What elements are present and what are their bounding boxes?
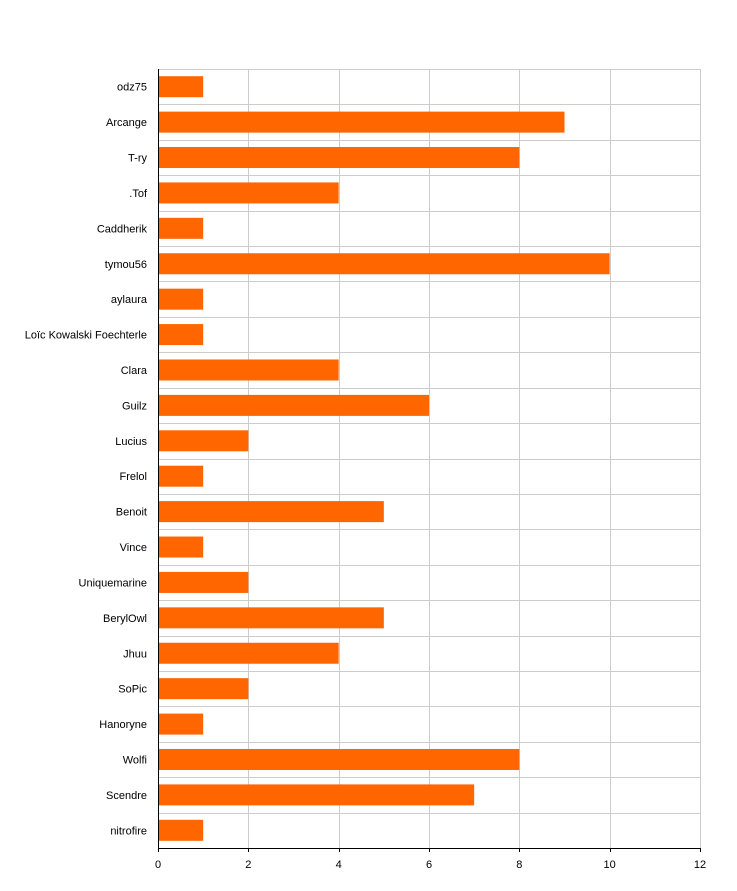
bar [158, 714, 203, 735]
category-label: Lucius [115, 435, 147, 448]
category-label: Uniquemarine [78, 577, 147, 590]
bar [158, 572, 248, 593]
category-label: BerylOwl [102, 612, 147, 625]
bar [158, 678, 248, 699]
bar-layer [158, 76, 610, 841]
category-label: Clara [120, 364, 147, 377]
bar [158, 324, 203, 345]
bar [158, 218, 203, 239]
bar [158, 820, 203, 841]
category-label: Jhuu [123, 648, 147, 661]
bar [158, 289, 203, 310]
category-label: SoPic [118, 683, 147, 696]
bar [158, 147, 519, 168]
category-label: Hanoryne [99, 719, 147, 732]
bar [158, 395, 429, 416]
category-label: Wolfi [122, 754, 147, 767]
bar [158, 784, 474, 805]
category-label: Benoit [115, 506, 147, 519]
bar [158, 537, 203, 558]
bar [158, 430, 248, 451]
x-tick-label: 0 [154, 859, 162, 871]
category-label: Caddherik [96, 223, 147, 236]
bar [158, 466, 203, 487]
bar [158, 643, 339, 664]
category-label: .Tof [129, 187, 147, 200]
bar [158, 607, 384, 628]
x-tick-label: 2 [245, 859, 252, 871]
category-label: Vince [119, 542, 147, 555]
category-label: T-ry [128, 152, 147, 165]
bar [158, 112, 565, 133]
bar [158, 359, 339, 380]
category-label: nitrofire [110, 825, 147, 838]
category-label: aylaura [110, 294, 147, 307]
category-label: Arcange [106, 117, 147, 130]
category-label: odz75 [117, 81, 147, 94]
x-tick-label: 12 [693, 859, 707, 871]
bar [158, 76, 203, 97]
bar [158, 749, 519, 770]
bar [158, 253, 610, 274]
x-tick-label: 8 [516, 859, 523, 871]
category-label: Guilz [121, 400, 147, 413]
x-tick-label: 6 [425, 859, 433, 871]
category-label: Frelol [119, 471, 147, 484]
category-label: tymou56 [104, 258, 147, 271]
bar [158, 182, 339, 203]
x-tick-label: 4 [335, 859, 342, 871]
category-label: Loïc Kowalski Foechterle [24, 329, 147, 342]
category-label: Scendre [106, 789, 147, 802]
bar [158, 501, 384, 522]
x-tick-label: 10 [603, 859, 616, 871]
